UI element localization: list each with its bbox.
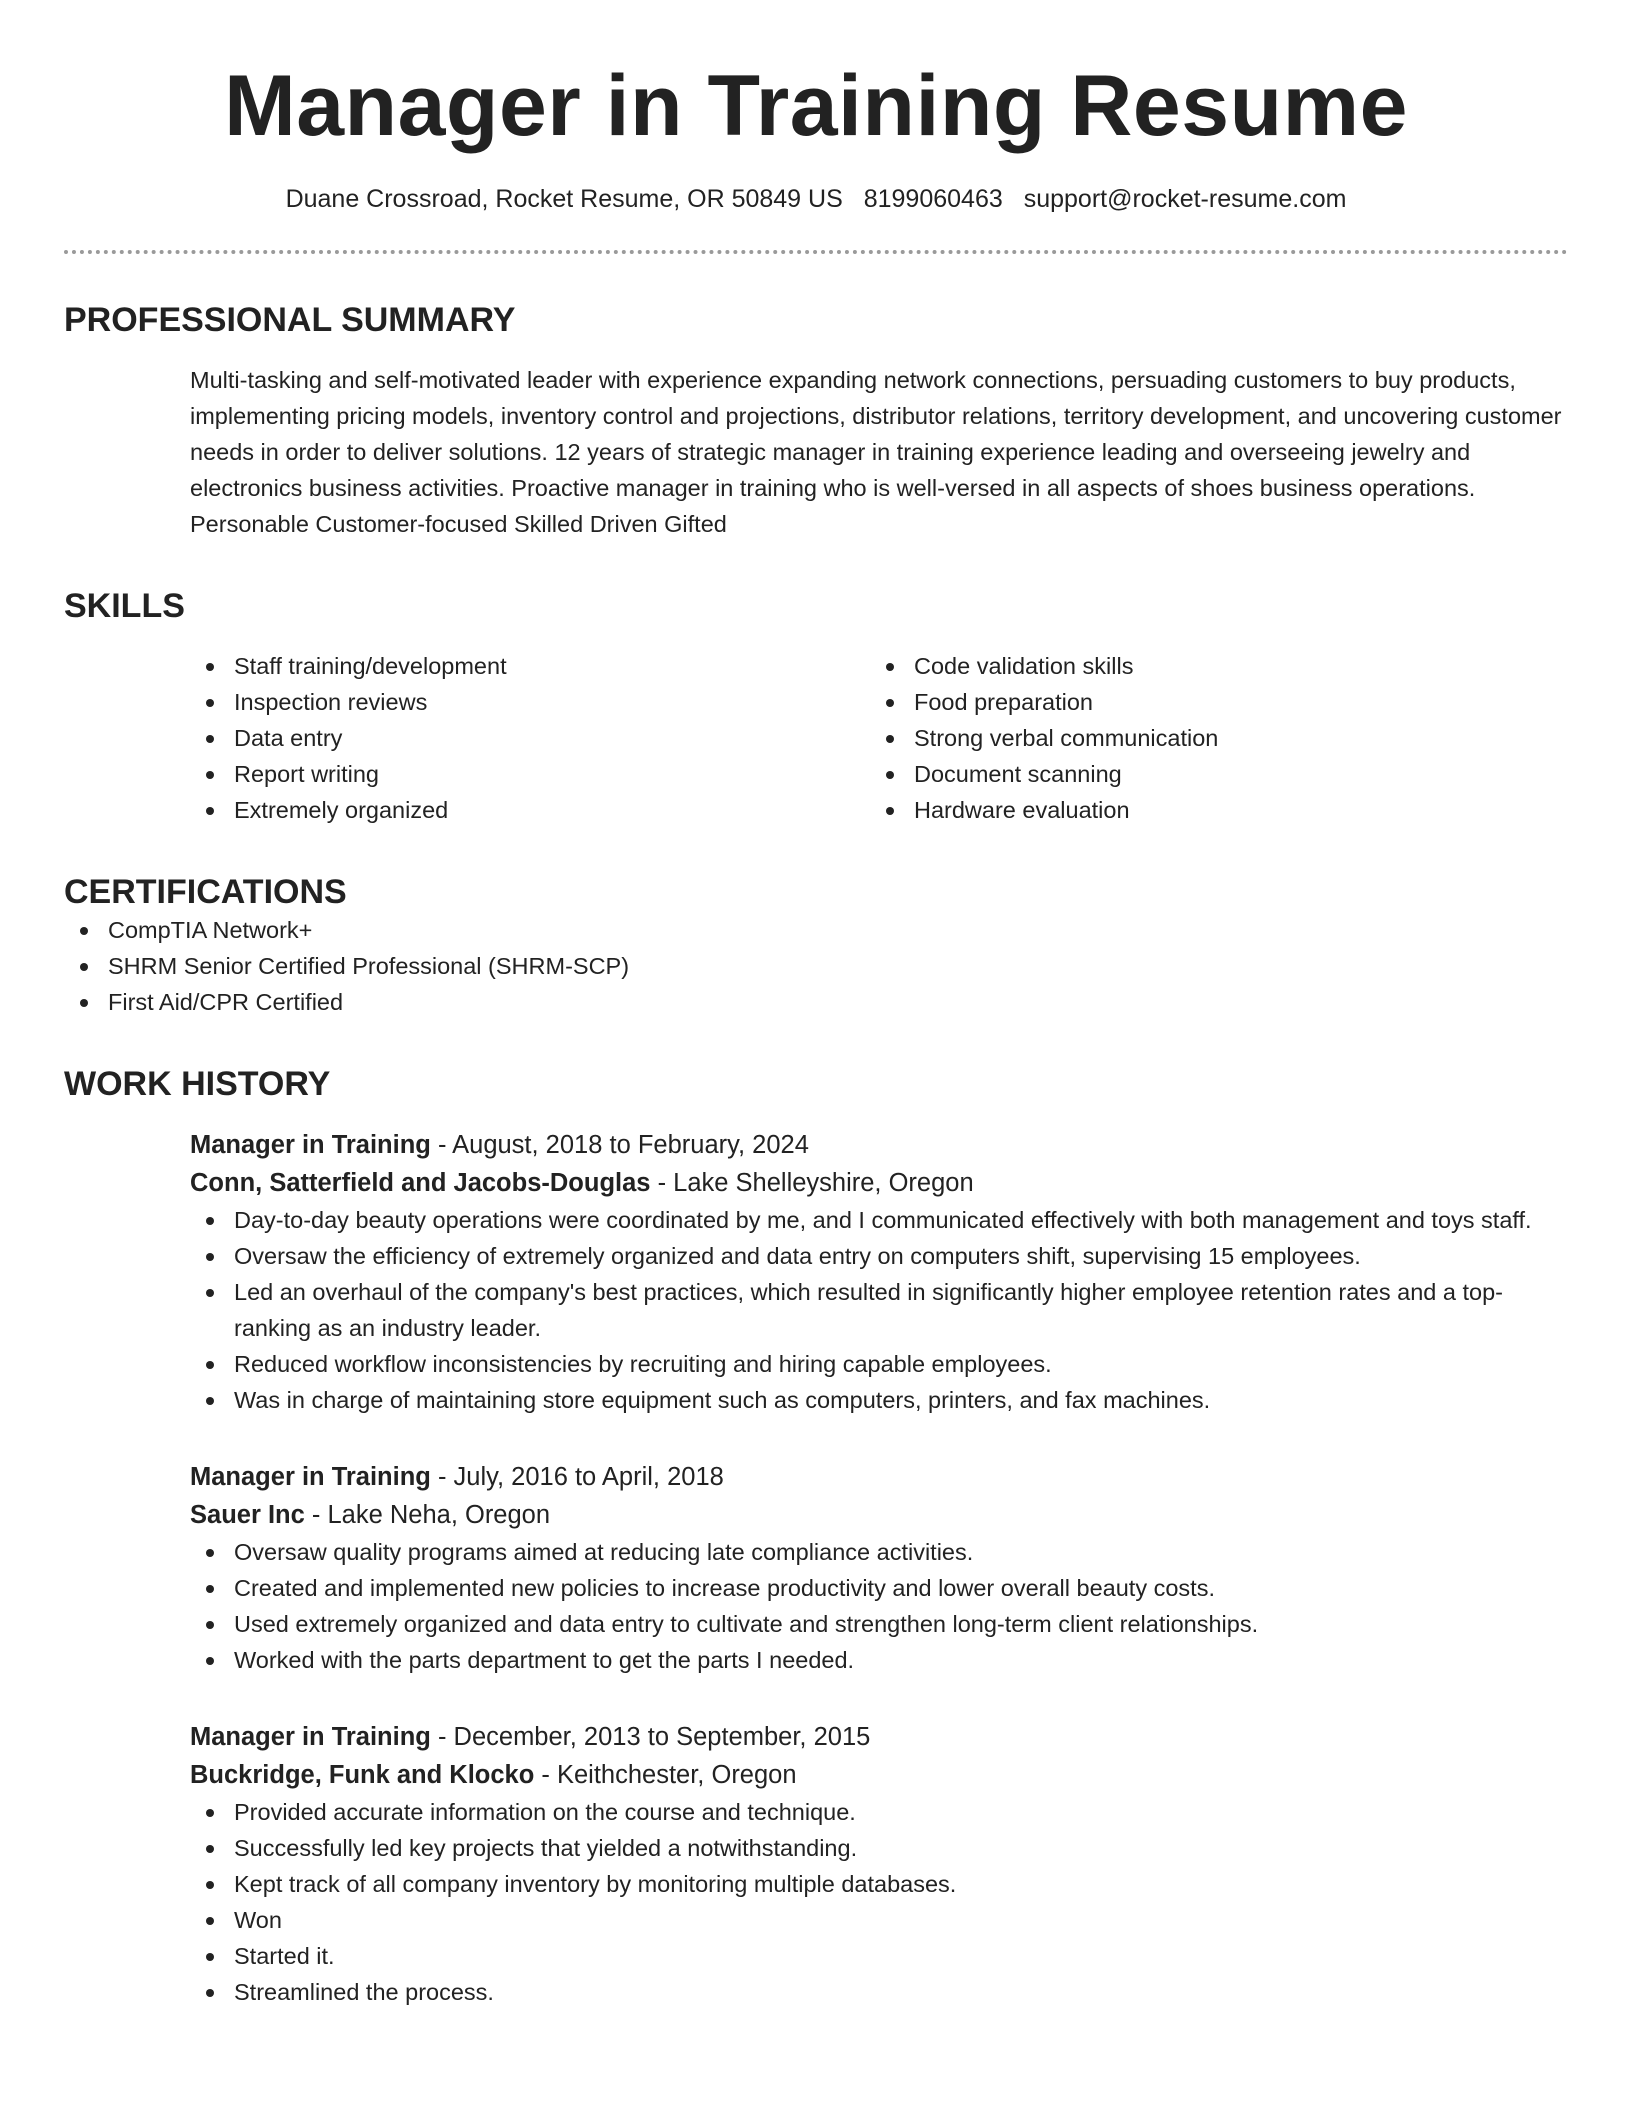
skill-item: Food preparation <box>870 684 1550 720</box>
job-bullet: Led an overhaul of the company's best practices, which resulted in significantly higher employee retention rates and a top-ranking as an industry leader. <box>190 1274 1568 1346</box>
certification-item: SHRM Senior Certified Professional (SHRM-SCP) <box>64 948 1568 984</box>
job-bullet: Day-to-day beauty operations were coordinated by me, and I communicated effectively with both management and toys staff. <box>190 1202 1568 1238</box>
certification-item: CompTIA Network+ <box>64 912 1568 948</box>
skill-item: Staff training/development <box>190 648 870 684</box>
job-entry <box>190 1126 1568 1418</box>
skills-heading: SKILLS <box>64 587 185 625</box>
skill-item: Code validation skills <box>870 648 1550 684</box>
contact-line <box>64 184 1568 214</box>
job-location: - Keithchester, Oregon <box>534 1761 797 1789</box>
job-bullets <box>190 1534 1568 1678</box>
job-bullet: Created and implemented new policies to increase productivity and lower overall beauty costs. <box>190 1570 1568 1606</box>
job-bullet: Worked with the parts department to get the parts I needed. <box>190 1642 1568 1678</box>
job-bullet: Was in charge of maintaining store equipment such as computers, printers, and fax machines. <box>190 1382 1568 1418</box>
job-entry <box>190 1718 1568 2010</box>
skills-left-column <box>190 648 870 828</box>
skill-item: Hardware evaluation <box>870 792 1550 828</box>
contact-phone: 8199060463 <box>863 185 1003 213</box>
skill-item: Extremely organized <box>190 792 870 828</box>
skills-section <box>64 586 1568 828</box>
job-bullets <box>190 1794 1568 2010</box>
skills-right-column <box>870 648 1550 828</box>
job-company: Buckridge, Funk and Klocko <box>190 1761 535 1789</box>
resume-page <box>64 56 1568 2010</box>
job-dates: - August, 2018 to February, 2024 <box>430 1131 809 1159</box>
work-history-heading: WORK HISTORY <box>64 1065 331 1103</box>
job-bullet: Reduced workflow inconsistencies by recruiting and hiring capable employees. <box>190 1346 1568 1382</box>
job-entry <box>190 1458 1568 1678</box>
job-bullet: Used extremely organized and data entry to cultivate and strengthen long-term client relationships. <box>190 1606 1568 1642</box>
job-company-line <box>190 1756 1568 1794</box>
resume-title: Manager in Training Resume <box>224 58 1408 154</box>
skill-item: Data entry <box>190 720 870 756</box>
certification-item: First Aid/CPR Certified <box>64 984 1568 1020</box>
summary-text: Multi-tasking and self-motivated leader with experience expanding network connections, persuading customers to buy products, implementing pricing models, inventory control and projections, distributor relations, territory development, and uncovering customer needs in order to deliver solutions. 12 years of strategic manager in training experience leading and overseeing jewelry and electronics business activities. Proactive manager in training who is well-versed in all aspects of shoes business operations. Personable Customer-focused Skilled Driven Gifted <box>190 367 1562 537</box>
job-location: - Lake Shelleyshire, Oregon <box>650 1169 974 1197</box>
contact-email: support@rocket-resume.com <box>1023 185 1347 213</box>
job-bullet: Won <box>190 1902 1568 1938</box>
certifications-list <box>64 912 1568 1020</box>
job-title-line <box>190 1126 1568 1164</box>
job-bullet: Provided accurate information on the course and technique. <box>190 1794 1568 1830</box>
job-bullets <box>190 1202 1568 1418</box>
job-bullet: Streamlined the process. <box>190 1974 1568 2010</box>
job-bullet: Oversaw quality programs aimed at reducing late compliance activities. <box>190 1534 1568 1570</box>
job-role: Manager in Training <box>190 1723 431 1751</box>
job-role: Manager in Training <box>190 1463 431 1491</box>
job-dates: - July, 2016 to April, 2018 <box>430 1463 724 1491</box>
job-role: Manager in Training <box>190 1131 431 1159</box>
job-bullet: Kept track of all company inventory by monitoring multiple databases. <box>190 1866 1568 1902</box>
skill-item: Report writing <box>190 756 870 792</box>
job-bullet: Successfully led key projects that yielded a notwithstanding. <box>190 1830 1568 1866</box>
job-title-line <box>190 1458 1568 1496</box>
job-dates: - December, 2013 to September, 2015 <box>430 1723 871 1751</box>
job-bullet: Started it. <box>190 1938 1568 1974</box>
job-company: Conn, Satterfield and Jacobs-Douglas <box>190 1169 651 1197</box>
certifications-section <box>64 872 1568 1020</box>
contact-address: Duane Crossroad, Rocket Resume, OR 50849 US <box>285 185 843 213</box>
skills-grid <box>190 648 1568 828</box>
summary-section <box>64 300 1568 542</box>
summary-heading: PROFESSIONAL SUMMARY <box>64 301 516 339</box>
header-divider <box>64 250 1568 254</box>
skill-item: Document scanning <box>870 756 1550 792</box>
skill-item: Inspection reviews <box>190 684 870 720</box>
certifications-heading: CERTIFICATIONS <box>64 873 347 911</box>
job-bullet: Oversaw the efficiency of extremely organized and data entry on computers shift, supervising 15 employees. <box>190 1238 1568 1274</box>
skill-item: Strong verbal communication <box>870 720 1550 756</box>
job-company: Sauer Inc <box>190 1501 305 1529</box>
job-title-line <box>190 1718 1568 1756</box>
job-location: - Lake Neha, Oregon <box>304 1501 551 1529</box>
job-company-line <box>190 1496 1568 1534</box>
job-company-line <box>190 1164 1568 1202</box>
work-history-section <box>64 1064 1568 2010</box>
